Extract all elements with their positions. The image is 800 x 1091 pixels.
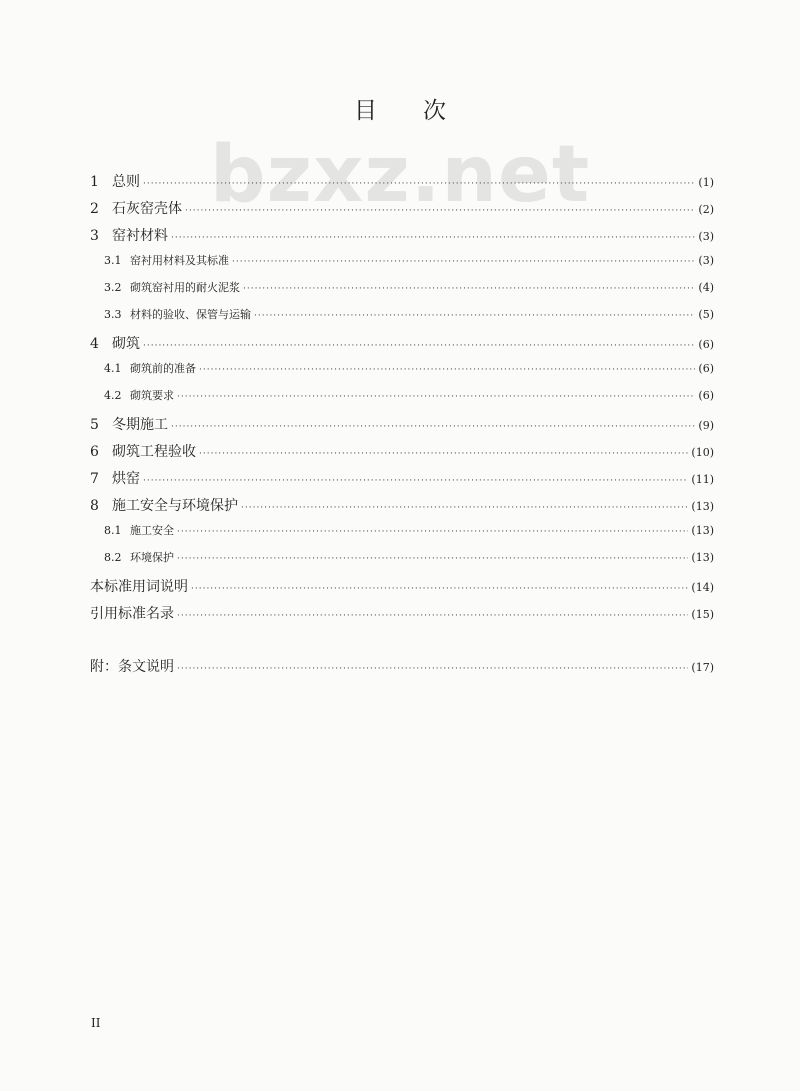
toc-entry[interactable] [90,414,714,441]
toc-entry-label: 窑衬用材料及其标准 [130,254,229,267]
toc-entry[interactable] [90,468,714,495]
watermark: bzxz.net [209,130,591,220]
toc-entry-number: 4.1 [104,362,122,375]
toc-entry-page: (11) [691,473,714,486]
toc-entry[interactable] [90,576,714,603]
dot-leader [171,233,695,243]
dot-leader [177,664,688,674]
toc-entry-page: (9) [698,419,714,432]
toc-entry[interactable] [90,522,714,549]
toc-entry-number: 3 [90,228,99,244]
page-number-footer: II [91,1016,101,1030]
toc-entry[interactable] [90,306,714,333]
toc-entry[interactable] [90,495,714,522]
toc-entry-number: 3.3 [104,308,122,321]
dot-leader [177,392,695,402]
dot-leader [241,503,688,513]
toc-entry-page: (6) [698,389,714,402]
toc-entry[interactable] [90,279,714,306]
toc-entry-label: 砌筑窑衬用的耐火泥浆 [130,281,240,294]
toc-entry-label: 材料的验收、保管与运输 [130,308,251,321]
toc-entry-label: 总则 [112,174,140,190]
toc-entry-number: 4 [90,336,99,352]
toc-entry-label: 附：条文说明 [90,659,174,675]
toc-entry-page: (13) [691,500,714,513]
toc-entry-page: (17) [691,661,714,674]
toc-entry[interactable] [90,198,714,225]
toc-entry-number: 5 [90,417,99,433]
dot-leader [254,311,695,321]
toc-entry-number: 8 [90,498,99,514]
toc-entry-page: (6) [698,338,714,351]
toc-entry-number: 3.1 [104,254,122,267]
toc-entry[interactable] [90,225,714,252]
toc-entry[interactable] [90,603,714,630]
toc-entry-label: 施工安全与环境保护 [112,498,238,514]
toc-entry-page: (1) [698,176,714,189]
toc-entry-number: 3.2 [104,281,122,294]
toc-entry-page: (3) [698,230,714,243]
dot-leader [243,284,695,294]
toc-entry[interactable] [90,549,714,576]
toc-entry-label: 砌筑 [112,336,140,352]
toc-entry-page: (6) [698,362,714,375]
toc-entry-label: 环境保护 [130,551,174,564]
toc-entry-label: 引用标准名录 [90,606,174,622]
dot-leader [143,476,688,486]
toc-entry-number: 1 [90,174,99,190]
toc-entry[interactable] [90,441,714,468]
title-char-2: 次 [423,98,446,124]
toc-entry-page: (14) [691,581,714,594]
toc-entry[interactable] [90,387,714,414]
toc-entry-label: 烘窑 [112,471,140,487]
dot-leader [199,365,695,375]
toc-entry-page: (2) [698,203,714,216]
table-of-contents [90,171,714,683]
toc-entry-number: 2 [90,201,99,217]
dot-leader [199,449,688,459]
toc-entry[interactable] [90,171,714,198]
toc-entry-number: 4.2 [104,389,122,402]
dot-leader [185,206,695,216]
dot-leader [191,584,688,594]
toc-entry-page: (10) [691,446,714,459]
dot-leader [177,611,688,621]
toc-entry[interactable] [90,252,714,279]
dot-leader [232,257,695,267]
toc-entry-label: 砌筑工程验收 [112,444,196,460]
page-title [0,92,800,125]
toc-entry-label: 石灰窑壳体 [112,201,182,217]
toc-entry-number: 7 [90,471,99,487]
dot-leader [143,179,695,189]
toc-entry-page: (15) [691,608,714,621]
toc-entry-number: 8.1 [104,524,122,537]
dot-leader [171,422,695,432]
dot-leader [177,527,688,537]
toc-entry-appendix[interactable] [90,656,714,683]
toc-entry[interactable] [90,333,714,360]
toc-entry-label: 砌筑要求 [130,389,174,402]
toc-entry-label: 施工安全 [130,524,174,537]
toc-entry-label: 本标准用词说明 [90,579,188,595]
toc-entry-page: (3) [698,254,714,267]
dot-leader [143,341,695,351]
toc-entry-number: 6 [90,444,99,460]
toc-entry-page: (4) [698,281,714,294]
toc-entry-page: (13) [691,551,714,564]
toc-entry-label: 冬期施工 [112,417,168,433]
toc-entry-page: (5) [698,308,714,321]
toc-entry-page: (13) [691,524,714,537]
toc-entry[interactable] [90,360,714,387]
toc-entry-label: 砌筑前的准备 [130,362,196,375]
toc-entry-number: 8.2 [104,551,122,564]
toc-entry-label: 窑衬材料 [112,228,168,244]
dot-leader [177,554,688,564]
title-char-1: 目 [354,98,377,124]
